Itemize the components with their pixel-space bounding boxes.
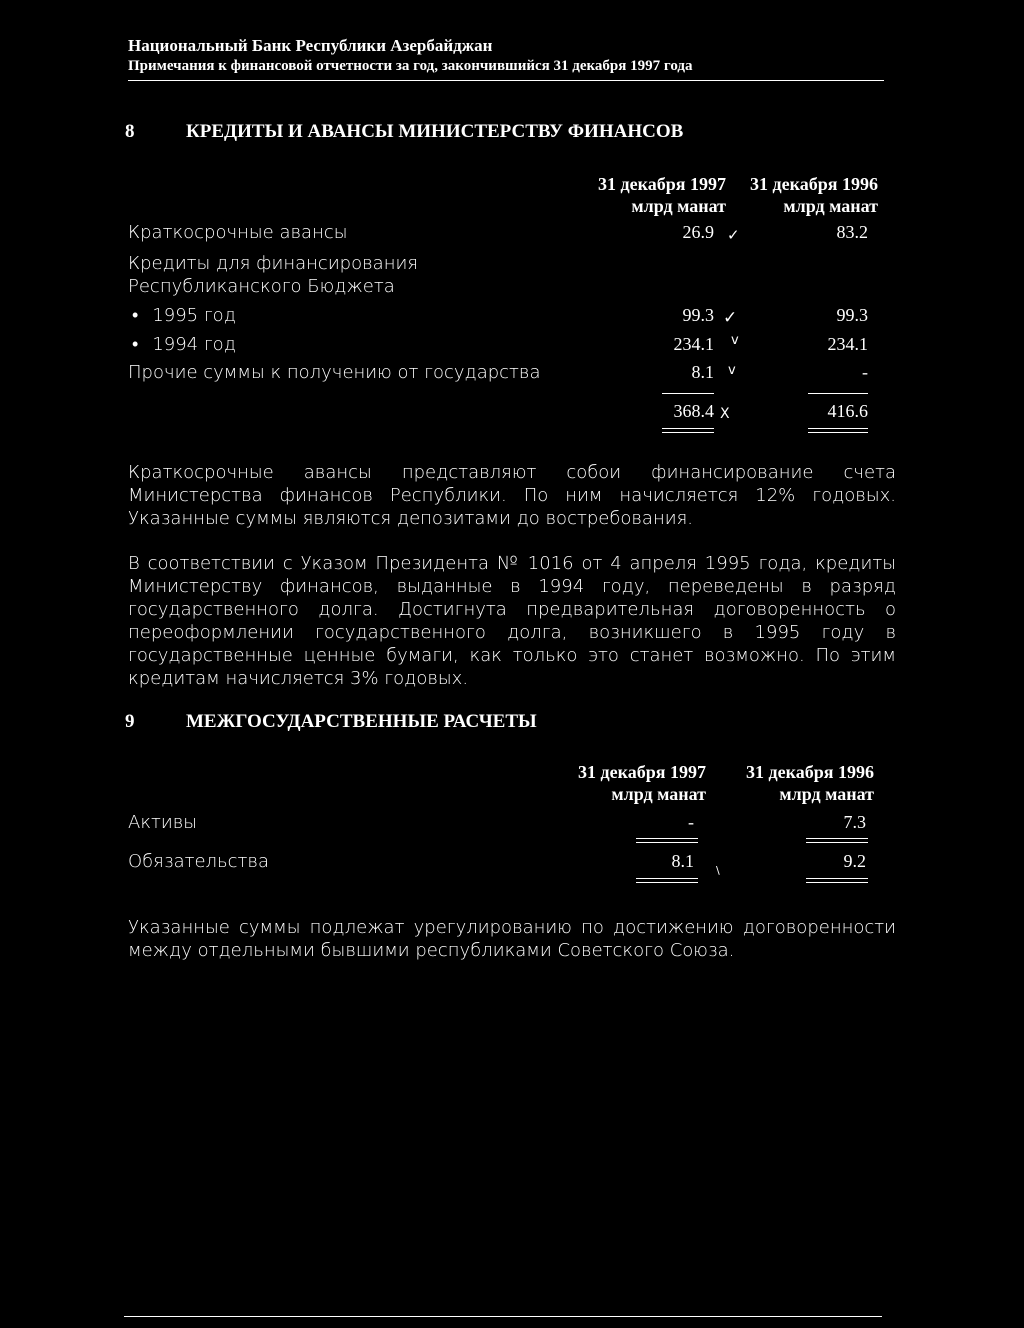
cross-mark-icon: X <box>720 406 730 422</box>
check-mark-icon: v <box>728 363 736 378</box>
s9-row-liabilities-1997: 8.1 <box>671 851 694 871</box>
s8-row-short-term-advances-1996: 83.2 <box>836 222 868 242</box>
s8-paragraph-short-term-advances: Краткосрочные авансы представляют собои финансирование счета Министерства финансов Республики. По ним начисляется 12% годовых. Указанные суммы являются депозитами до востребования. <box>128 462 896 529</box>
s9-row-assets-label: Активы <box>128 812 198 833</box>
s8-row-budget-credits-label-2: Республиканского Бюджета <box>128 276 395 297</box>
s9-assets-double-rule-1996 <box>806 838 868 843</box>
s8-row-budget-credits-label-1: Кредиты для финансирования <box>128 253 418 274</box>
s8-row-short-term-advances-1997: 26.9 <box>682 222 714 242</box>
s8-row-other-receivables-1997: 8.1 <box>691 362 714 382</box>
s9-col-1996-unit: млрд манат <box>779 784 874 804</box>
check-mark-icon: v <box>731 333 739 348</box>
footer-rule <box>124 1316 882 1317</box>
s8-row-short-term-advances-label: Краткосрочные авансы <box>128 222 348 243</box>
report-subtitle-header: Примечания к финансовой отчетности за год, закончившийся 31 декабря 1997 года <box>128 58 693 74</box>
section-9-title: МЕЖГОСУДАРСТВЕННЫЕ РАСЧЕТЫ <box>186 711 537 732</box>
section-8-number: 8 <box>125 121 135 142</box>
header-rule <box>128 80 884 81</box>
s8-row-1994-text: 1994 год <box>152 334 236 355</box>
s9-col-1997-date: 31 декабря 1997 <box>578 762 706 782</box>
s8-row-other-receivables-1996: - <box>862 362 868 382</box>
s8-row-1994-1996: 234.1 <box>827 334 868 354</box>
s8-row-1994-label <box>132 334 236 355</box>
s8-row-other-receivables-label: Прочие суммы к получению от государства <box>128 362 541 383</box>
s8-total-1997: 368.4 <box>673 401 714 421</box>
s9-col-1997-unit: млрд манат <box>611 784 706 804</box>
s8-col-1996-unit: млрд манат <box>783 196 878 216</box>
check-mark-icon: ✓ <box>723 308 738 328</box>
s8-row-1995-text: 1995 год <box>152 305 236 326</box>
s8-col-1997-date: 31 декабря 1997 <box>598 174 726 194</box>
s9-col-1997-header <box>534 761 706 805</box>
section-9-number: 9 <box>125 711 135 732</box>
s9-row-assets-1997: - <box>688 812 694 832</box>
s9-liabilities-double-rule-1997 <box>636 878 698 883</box>
s8-col-1997-unit: млрд манат <box>631 196 726 216</box>
s8-col-1996-date: 31 декабря 1996 <box>750 174 878 194</box>
s9-col-1996-date: 31 декабря 1996 <box>746 762 874 782</box>
s8-subtotal-rule-1997 <box>662 393 714 394</box>
s9-assets-double-rule-1997 <box>636 838 698 843</box>
s8-total-double-rule-1996 <box>808 428 868 433</box>
s9-col-1996-header <box>714 761 874 805</box>
s8-total-double-rule-1997 <box>662 428 714 433</box>
s8-row-1995-1996: 99.3 <box>836 305 868 325</box>
s9-row-liabilities-1996: 9.2 <box>843 851 866 871</box>
s8-row-1994-1997: 234.1 <box>673 334 714 354</box>
tick-mark-icon: \ <box>716 864 720 877</box>
s8-col-1996-header <box>732 173 878 217</box>
s8-subtotal-rule-1996 <box>808 393 868 394</box>
bullet-icon: • <box>132 305 139 326</box>
s8-total-1996: 416.6 <box>827 401 868 421</box>
check-mark-icon: ✓ <box>727 226 740 244</box>
s9-row-assets-1996: 7.3 <box>843 812 866 832</box>
bullet-icon: • <box>132 334 139 355</box>
s8-paragraph-decree: В соответствии с Указом Президента № 1016 от 4 апреля 1995 года, кредиты Министерству финансов, выданные в 1994 году, переведены в разряд государственного долга. Достигнута предварительная договоренность о переоформлении государственного долга, возникшего в 1995 году в государственные ценные бумаги, как только это станет возможно. По этим кредитам начисляется 3% годовых. <box>128 553 896 689</box>
s9-paragraph-settlement: Указанные суммы подлежат урегулированию по достижению договоренности между отдельными бывшими республиками Советского Союза. <box>128 917 896 961</box>
s8-col-1997-header <box>554 173 726 217</box>
s9-liabilities-double-rule-1996 <box>806 878 868 883</box>
bank-name-header: Национальный Банк Республики Азербайджан <box>128 36 493 55</box>
section-8-title: КРЕДИТЫ И АВАНСЫ МИНИСТЕРСТВУ ФИНАНСОВ <box>186 121 684 142</box>
s8-row-1995-label <box>132 305 236 326</box>
s8-row-1995-1997: 99.3 <box>682 305 714 325</box>
s9-row-liabilities-label: Обязательства <box>128 851 270 872</box>
